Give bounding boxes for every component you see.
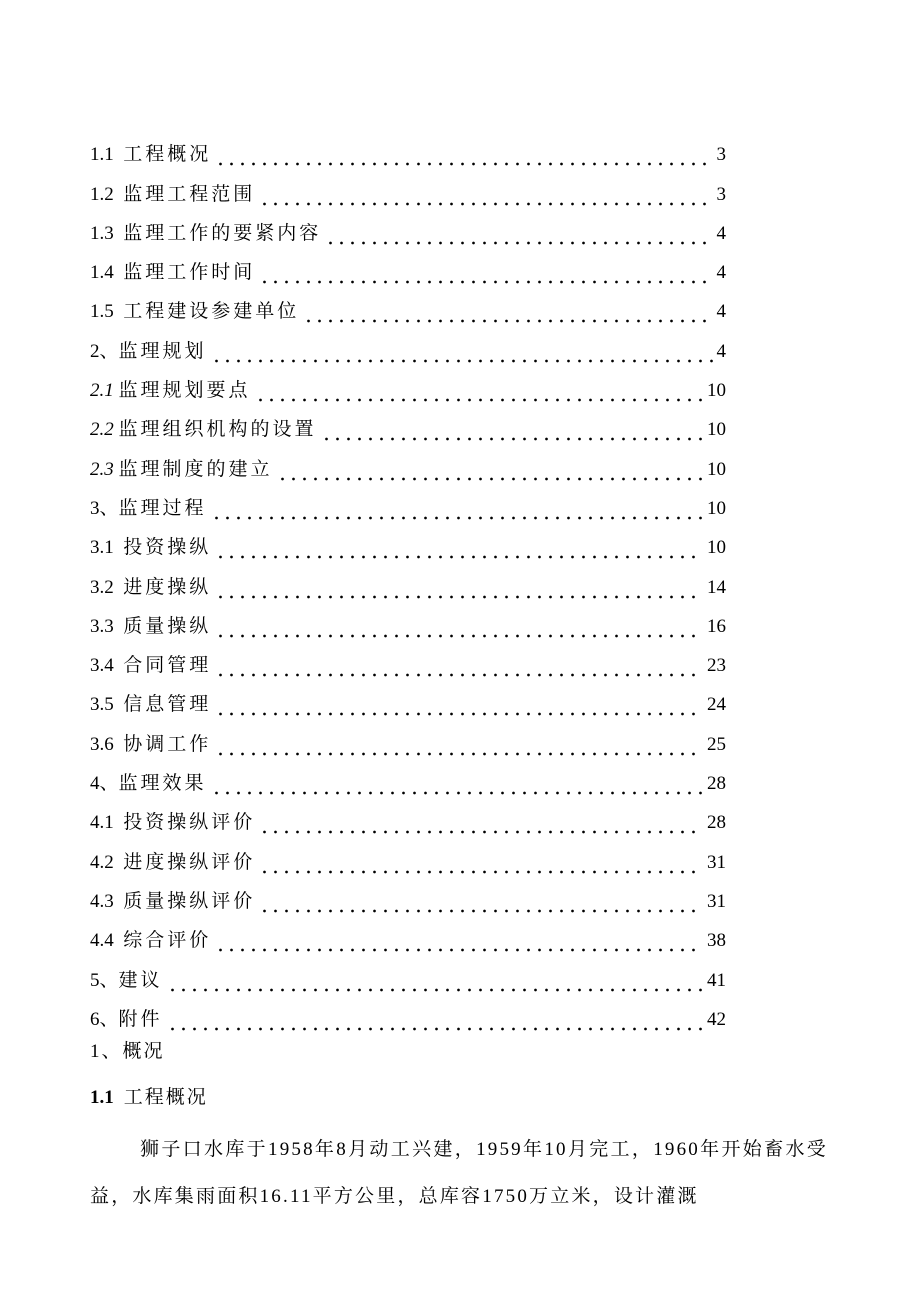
- toc-entry[interactable]: [90, 131, 726, 170]
- toc-entry-number: 5、: [90, 969, 119, 991]
- toc-entry-number: 1.3: [90, 222, 124, 244]
- toc-entry-page: 25: [707, 733, 726, 755]
- toc-entry[interactable]: [90, 917, 726, 956]
- body-paragraph: 狮子口水库于1958年8月动工兴建，1959年10月完工，1960年开始畜水受益，水库集雨面积16.11平方公里，总库容1750万立米，设计灌溉: [90, 1139, 828, 1207]
- toc-entry-title: 监理工程范围: [123, 183, 256, 205]
- toc-entry-title: 监理规划: [118, 340, 207, 362]
- toc-entry-number: 3、: [90, 497, 119, 519]
- dot-leader: [215, 533, 703, 563]
- toc-entry-page: 23: [707, 655, 726, 677]
- toc-entry[interactable]: [90, 681, 726, 720]
- toc-entry[interactable]: [90, 996, 726, 1035]
- toc-entry[interactable]: [90, 367, 726, 406]
- toc-entry-title: 建议: [118, 969, 163, 991]
- dot-leader: [167, 966, 703, 996]
- toc-entry-number: 4、: [90, 773, 119, 795]
- toc-entry-number: 3.5: [90, 694, 124, 716]
- toc-entry-page: 28: [707, 812, 726, 834]
- toc-entry[interactable]: [90, 603, 726, 642]
- dot-leader: [255, 376, 703, 406]
- toc-entry-number: 1.1: [90, 144, 124, 166]
- dot-leader: [259, 258, 712, 288]
- dot-leader: [325, 219, 712, 249]
- toc-entry-number: 2.2: [90, 419, 119, 441]
- dot-leader: [215, 651, 703, 681]
- toc-entry[interactable]: [90, 799, 726, 838]
- toc-entry-number: 3.3: [90, 615, 124, 637]
- toc-entry-number: 4.1: [90, 812, 124, 834]
- subsection-heading: [90, 1082, 208, 1109]
- dot-leader: [321, 415, 703, 445]
- table-of-contents: [90, 131, 726, 1035]
- toc-entry-title: 监理组织机构的设置: [118, 419, 317, 441]
- toc-entry-number: 3.2: [90, 576, 124, 598]
- dot-leader: [211, 337, 713, 367]
- toc-entry-page: 10: [707, 380, 726, 402]
- toc-entry[interactable]: [90, 760, 726, 799]
- toc-entry-page: 24: [707, 694, 726, 716]
- toc-entry-number: 3.4: [90, 655, 124, 677]
- toc-entry[interactable]: [90, 878, 726, 917]
- toc-entry-title: 质量操纵: [123, 615, 212, 637]
- toc-entry[interactable]: [90, 170, 726, 209]
- toc-entry-number: 4.2: [90, 851, 124, 873]
- toc-entry[interactable]: [90, 249, 726, 288]
- dot-leader: [277, 455, 703, 485]
- toc-entry-title: 投资操纵: [123, 537, 212, 559]
- toc-entry-page: 4: [716, 301, 726, 323]
- dot-leader: [215, 730, 703, 760]
- dot-leader: [259, 808, 703, 838]
- dot-leader: [167, 1005, 703, 1035]
- toc-entry-page: 42: [707, 1008, 726, 1030]
- toc-entry-page: 31: [707, 851, 726, 873]
- toc-entry-page: 10: [707, 458, 726, 480]
- toc-entry[interactable]: [90, 956, 726, 995]
- toc-entry-page: 10: [707, 537, 726, 559]
- toc-entry[interactable]: [90, 327, 726, 366]
- toc-entry-page: 4: [716, 222, 726, 244]
- toc-entry-number: 4.3: [90, 890, 124, 912]
- toc-entry-page: 4: [716, 262, 726, 284]
- toc-entry-title: 综合评价: [123, 930, 212, 952]
- toc-entry[interactable]: [90, 288, 726, 327]
- toc-entry-title: 监理制度的建立: [118, 458, 273, 480]
- dot-leader: [259, 848, 703, 878]
- toc-entry-title: 协调工作: [123, 733, 212, 755]
- toc-entry-number: 1.2: [90, 183, 124, 205]
- section-heading: 1、概况: [90, 1041, 165, 1062]
- dot-leader: [259, 887, 703, 917]
- dot-leader: [211, 494, 703, 524]
- toc-entry-page: 14: [707, 576, 726, 598]
- toc-entry[interactable]: [90, 445, 726, 484]
- toc-entry-page: 3: [716, 144, 726, 166]
- toc-entry-page: 38: [707, 930, 726, 952]
- toc-entry-number: 2、: [90, 340, 119, 362]
- dot-leader: [215, 140, 712, 170]
- toc-entry-title: 合同管理: [123, 655, 212, 677]
- toc-entry-title: 监理工作时间: [123, 262, 256, 284]
- toc-entry-title: 信息管理: [123, 694, 212, 716]
- toc-entry[interactable]: [90, 720, 726, 759]
- toc-entry-title: 进度操纵评价: [123, 851, 256, 873]
- toc-entry-page: 3: [716, 183, 726, 205]
- dot-leader: [215, 612, 703, 642]
- toc-entry-title: 工程建设参建单位: [123, 301, 300, 323]
- toc-entry-title: 投资操纵评价: [123, 812, 256, 834]
- toc-entry-page: 41: [707, 969, 726, 991]
- toc-entry[interactable]: [90, 838, 726, 877]
- toc-entry-number: 3.6: [90, 733, 124, 755]
- toc-entry[interactable]: [90, 524, 726, 563]
- toc-entry[interactable]: [90, 210, 726, 249]
- dot-leader: [259, 180, 712, 210]
- toc-entry[interactable]: [90, 563, 726, 602]
- toc-entry-page: 31: [707, 890, 726, 912]
- dot-leader: [211, 769, 703, 799]
- toc-entry-page: 28: [707, 773, 726, 795]
- subsection-title: 工程概况: [123, 1087, 208, 1108]
- toc-entry-number: 4.4: [90, 930, 124, 952]
- toc-entry-page: 10: [707, 497, 726, 519]
- toc-entry-page: 16: [707, 615, 726, 637]
- toc-entry-page: 10: [707, 419, 726, 441]
- toc-entry-number: 3.1: [90, 537, 124, 559]
- toc-entry-title: 监理效果: [118, 773, 207, 795]
- toc-entry-title: 质量操纵评价: [123, 890, 256, 912]
- toc-entry-title: 监理规划要点: [118, 380, 251, 402]
- toc-entry[interactable]: [90, 406, 726, 445]
- toc-entry-number: 1.5: [90, 301, 124, 323]
- toc-entry-number: 2.3: [90, 458, 119, 480]
- dot-leader: [303, 297, 712, 327]
- toc-entry[interactable]: [90, 642, 726, 681]
- toc-entry-title: 进度操纵: [123, 576, 212, 598]
- toc-entry-number: 1.4: [90, 262, 124, 284]
- toc-entry-title: 监理过程: [118, 497, 207, 519]
- dot-leader: [215, 690, 703, 720]
- subsection-number: 1.1: [90, 1087, 114, 1108]
- toc-entry-number: 2.1: [90, 380, 119, 402]
- toc-entry[interactable]: [90, 485, 726, 524]
- toc-entry-title: 监理工作的要紧内容: [123, 222, 322, 244]
- toc-entry-number: 6、: [90, 1008, 119, 1030]
- dot-leader: [215, 926, 703, 956]
- toc-entry-title: 附件: [118, 1008, 163, 1030]
- toc-entry-title: 工程概况: [123, 144, 212, 166]
- toc-entry-page: 4: [716, 340, 726, 362]
- dot-leader: [215, 573, 703, 603]
